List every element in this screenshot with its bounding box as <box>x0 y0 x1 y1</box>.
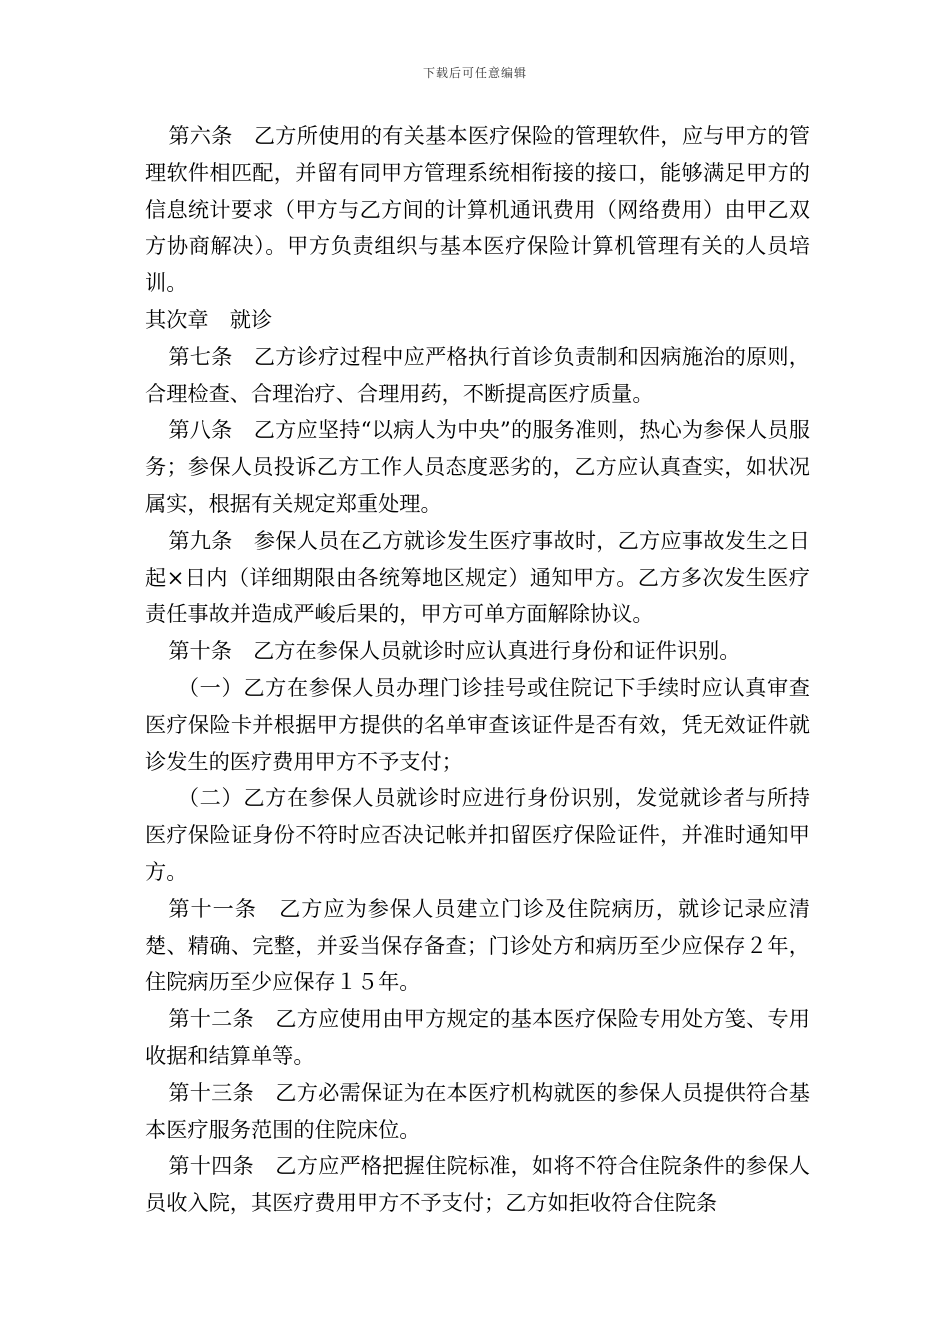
article-11: 第十一条 乙方应为参保人员建立门诊及住院病历，就诊记录应清楚、精确、完整，并妥当保存备查；门诊处方和病历至少应保存２年，住院病历至少应保存１５年。 <box>145 895 810 995</box>
header-note: 下载后可任意编辑 <box>422 66 527 80</box>
document-body <box>145 118 810 1222</box>
article-6: 第六条 乙方所使用的有关基本医疗保险的管理软件，应与甲方的管理软件相匹配，并留有同甲方管理系统相衔接的接口，能够满足甲方的信息统计要求（甲方与乙方间的计算机通讯费用（网络费用）由甲乙双方协商解决）。甲方负责组织与基本医疗保险计算机管理有关的人员培训。 <box>145 123 810 296</box>
article-10-item-2: （二）乙方在参保人员就诊时应进行身份识别，发觉就诊者与所持医疗保险证身份不符时应否决记帐并扣留医疗保险证件，并准时通知甲方。 <box>145 785 810 884</box>
article-12: 第十二条 乙方应使用由甲方规定的基本医疗保险专用处方笺、专用收据和结算单等。 <box>145 1006 810 1068</box>
article-14: 第十四条 乙方应严格把握住院标准，如将不符合住院条件的参保人员收入院，其医疗费用甲方不予支付；乙方如拒收符合住院条 <box>145 1153 810 1216</box>
article-10-item-1: （一）乙方在参保人员办理门诊挂号或住院记下手续时应认真审查医疗保险卡并根据甲方提供的名单审查该证件是否有效，凭无效证件就诊发生的医疗费用甲方不予支付； <box>145 674 810 774</box>
article-8: 第八条 乙方应坚持“以病人为中央”的服务准则，热心为参保人员服务；参保人员投诉乙方工作人员态度恶劣的，乙方应认真查实，如状况属实，根据有关规定郑重处理。 <box>145 417 810 516</box>
article-7: 第七条 乙方诊疗过程中应严格执行首诊负责制和因病施治的原则，合理检查、合理治疗、合理用药，不断提高医疗质量。 <box>145 343 810 406</box>
chapter-heading: 其次章 就诊 <box>145 306 273 332</box>
article-13: 第十三条 乙方必需保证为在本医疗机构就医的参保人员提供符合基本医疗服务范围的住院床位。 <box>145 1079 810 1142</box>
article-9: 第九条 参保人员在乙方就诊发生医疗事故时，乙方应事故发生之日起×日内（详细期限由各统筹地区规定）通知甲方。乙方多次发生医疗责任事故并造成严峻后果的，甲方可单方面解除协议。 <box>145 527 810 627</box>
article-10: 第十条 乙方在参保人员就诊时应认真进行身份和证件识别。 <box>168 638 741 664</box>
